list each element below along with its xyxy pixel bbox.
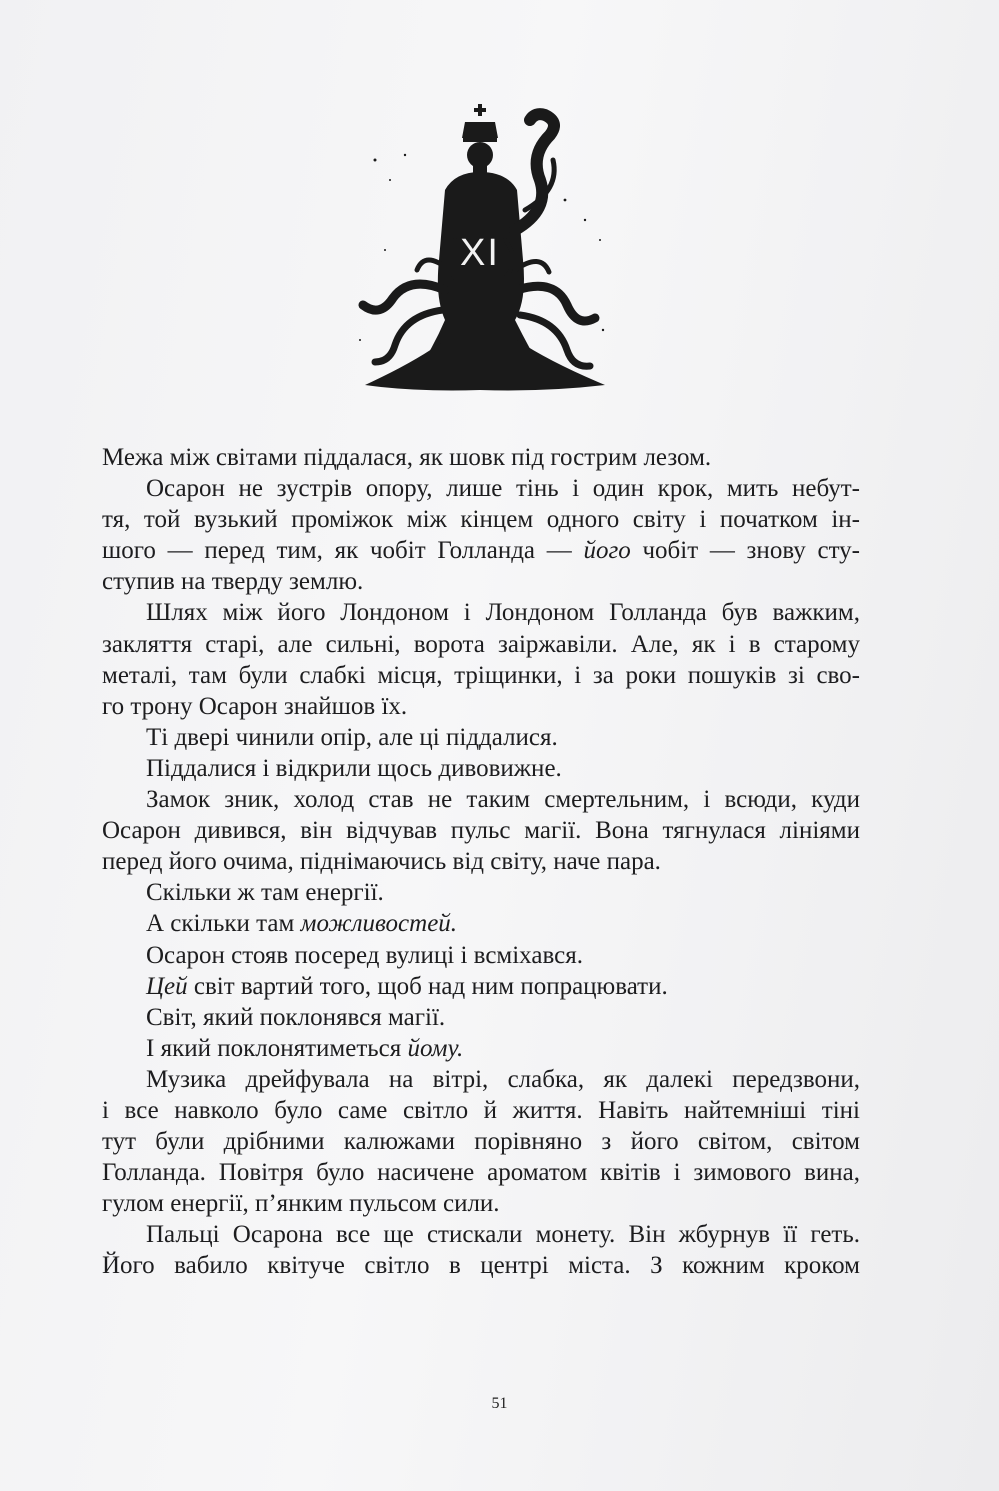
- italic-span: можливостей.: [300, 910, 458, 938]
- text-span: А скільки там: [146, 910, 301, 938]
- paragraph: [102, 877, 860, 908]
- italic-span: йому.: [407, 1034, 464, 1062]
- paragraph: [102, 784, 860, 877]
- text-line: Осарон не зустрів опору, лише тінь і один крок, мить небут-: [146, 475, 860, 503]
- text-line: Пальці Осарона все ще стискали монету. Він жбурнув її геть.: [146, 1221, 860, 1249]
- text-line: Скільки ж там енергії.: [146, 879, 384, 907]
- body-text: [102, 442, 860, 1282]
- italic-span: його: [583, 537, 631, 565]
- crowned-figure-with-tentacles-icon: [345, 100, 620, 400]
- text-line: Музика дрейфувала на вітрі, слабка, як далекі передзвони,: [146, 1065, 860, 1093]
- paragraph: [102, 442, 860, 473]
- italic-span: Цей: [146, 972, 188, 1000]
- text-line: закляття старі, але сильні, ворота заіржавіли. Але, як і в старому: [102, 630, 860, 658]
- text-line: го трону Осарон знайшов їх.: [102, 692, 408, 720]
- text-line: ступив на тверду землю.: [102, 568, 364, 596]
- text-line: [102, 535, 860, 566]
- text-line: Світ, який поклонявся магії.: [146, 1003, 446, 1031]
- page-number: 51: [491, 1395, 508, 1412]
- paragraph: [102, 1219, 860, 1281]
- text-line: [102, 971, 860, 1002]
- paragraph: [102, 753, 860, 784]
- text-span: І який поклонятиметься: [146, 1034, 408, 1062]
- text-span: світ вартий того, щоб над ним попрацювати.: [187, 972, 668, 1000]
- text-line: Голланда. Повітря було насичене ароматом квітів і зимового вина,: [102, 1159, 860, 1187]
- text-line: [102, 908, 860, 939]
- paragraph: [102, 1064, 860, 1219]
- paragraph: [102, 1033, 860, 1064]
- text-line: перед його очима, піднімаючись від світу, наче пара.: [102, 848, 661, 876]
- text-line: Межа між світами піддалася, як шовк під гострим лезом.: [102, 444, 712, 471]
- paragraph: [102, 971, 860, 1002]
- text-line: гулом енергії, п’янким пульсом сили.: [102, 1190, 500, 1218]
- text-span: шого — перед тим, як чобіт Голланда —: [102, 537, 584, 565]
- text-line: Шлях між його Лондоном і Лондоном Голланда був важким,: [146, 599, 860, 627]
- paragraph: [102, 722, 860, 753]
- chapter-numeral: XI: [460, 232, 500, 274]
- text-line: тя, той вузький проміжок між кінцем одного світу і початком ін-: [102, 506, 860, 534]
- text-line: Ті двері чинили опір, але ці піддалися.: [146, 723, 558, 751]
- text-line: металі, там були слабкі місця, тріщинки, і за роки пошуків зі сво-: [102, 661, 860, 689]
- text-line: Піддалися і відкрили щось дивовижне.: [146, 754, 562, 782]
- text-line: Осарон стояв посеред вулиці і всміхався.: [146, 941, 583, 969]
- paragraph: [102, 473, 860, 597]
- paragraph: [102, 908, 860, 939]
- text-line: і все навколо було саме світло й життя. Навіть найтемніші тіні: [102, 1096, 860, 1124]
- text-line: тут були дрібними калюжами порівняно з його світом, світом: [102, 1128, 860, 1156]
- paragraph: [102, 1002, 860, 1033]
- text-line: Його вабило квітуче світло в центрі міста. З кожним кроком: [102, 1252, 860, 1280]
- text-line: [102, 1033, 860, 1064]
- text-line: Замок зник, холод став не таким смертельним, і всюди, куди: [146, 786, 860, 814]
- paragraph: [102, 940, 860, 971]
- text-line: Осарон дивився, він відчував пульс магії. Вона тягнулася лініями: [102, 817, 860, 845]
- paragraph: [102, 597, 860, 721]
- text-span: чобіт — знову сту-: [630, 537, 860, 565]
